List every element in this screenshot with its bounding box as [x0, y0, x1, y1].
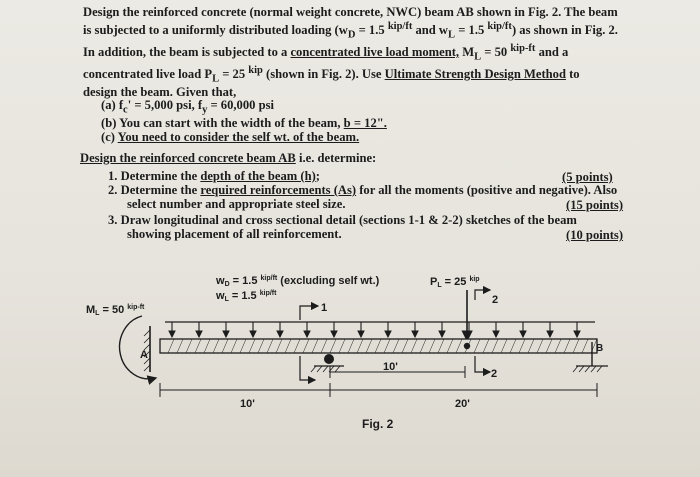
moment-label: ML = 50 $^{kip-ft}$	[86, 304, 145, 317]
dimension-10ft-middle	[330, 361, 465, 378]
section-2-label-bottom: 2	[491, 368, 498, 380]
question-3-points: (10 points)	[566, 228, 624, 242]
given-b: (b) You can start with the width of the beam, b = 12".	[101, 116, 387, 131]
question-3-line-2: showing placement of all reinforcement.	[127, 226, 342, 241]
interior-support	[311, 354, 344, 372]
question-1-points: (5 points)	[562, 170, 613, 184]
fixed-support-a	[140, 326, 150, 372]
question-2-line-2: select number and appropriate steel size.	[127, 196, 346, 211]
live-load-label: wL = 1.5 $^{kip/ft}$	[216, 290, 277, 303]
intro-line-4: concentrated live load $P_L = 25$ $^{kip}$ (shown in Fig. 2). Use Ultimate Strength Design Method to	[83, 65, 580, 85]
intro-line-3: In addition, the beam is subjected to a concentrated live load moment, $M_L = 50$ $^{kip-ft}$ and a	[83, 42, 569, 63]
beam-ab	[160, 339, 597, 353]
dead-load-label: wD = 1.5 $^{kip/ft}$ (excluding self wt.)	[216, 275, 380, 288]
figure-caption: Fig. 2	[362, 417, 394, 431]
question-1: 1. Determine the depth of the beam (h);	[108, 169, 320, 183]
distributed-load-arrows	[172, 322, 577, 337]
section-1-label: 1	[321, 302, 328, 314]
intro-line-2: is subjected to a uniformly distributed loading ($w_D = 1.5$ $^{kip/ft}$ and $w_L = 1.5$ $^{kip/ft}$) as shown in Fig. 2.	[83, 20, 618, 41]
section-2-marker-bottom	[475, 356, 497, 380]
intro-line-1: Design the reinforced concrete (normal weight concrete, NWC) beam AB shown in Fig. 2. The beam	[83, 5, 618, 19]
dimension-20ft-label: 20'	[455, 398, 470, 410]
dimension-10ft-middle-label: 10'	[383, 361, 398, 373]
given-c: (c) You need to consider the self wt. of the beam.	[101, 130, 360, 145]
section-2-label-top: 2	[492, 294, 499, 306]
question-2-points: (15 points)	[566, 198, 624, 212]
intro-line-5: design the beam. Given that,	[83, 85, 237, 100]
dimension-line-bottom	[160, 383, 597, 410]
question-2-line-1: 2. Determine the required reinforcements (As) for all the moments (positive and negative). Also	[108, 183, 618, 197]
support-a-label: A	[140, 349, 148, 361]
given-a: (a) $f_c' = 5,000$ psi, $f_y = 60,000$ psi	[101, 98, 274, 116]
point-load-label: PL = 25 $^{kip}$	[430, 276, 480, 289]
section-1-marker	[300, 302, 327, 320]
support-b-label: B	[596, 343, 604, 354]
section-2-marker-top	[475, 290, 498, 306]
dimension-10ft-left-label: 10'	[240, 398, 255, 410]
question-3-line-1: 3. Draw longitudinal and cross sectional detail (sections 1-1 & 2-2) sketches of the beam	[108, 213, 577, 227]
section-heading: Design the reinforced concrete beam AB i.e. determine:	[80, 151, 377, 165]
load-point-dot	[464, 343, 470, 349]
section-1-marker-bottom	[300, 356, 315, 380]
